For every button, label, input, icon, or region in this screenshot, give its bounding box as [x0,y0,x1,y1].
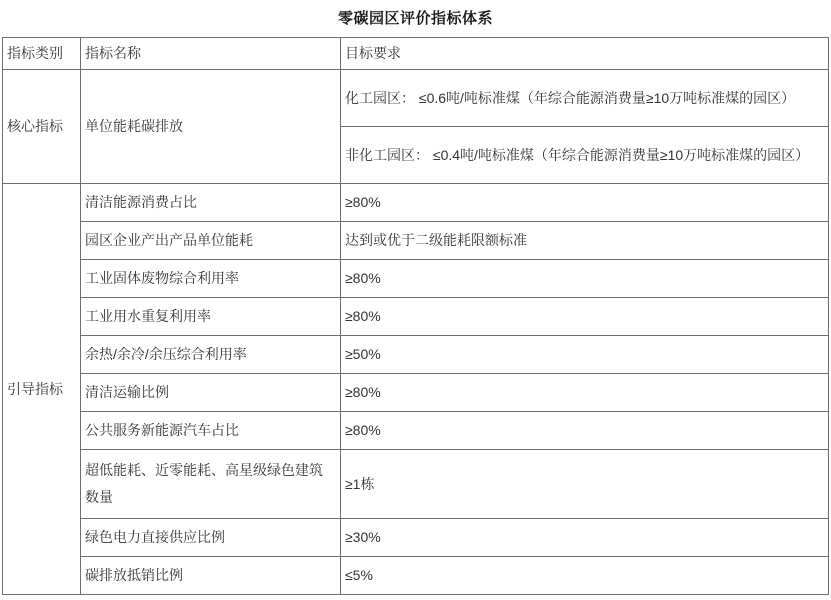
target-cell: ≥1栋 [341,450,829,519]
indicator-cell: 余热/余冷/余压综合利用率 [81,336,341,374]
table-row [3,374,829,412]
target-cell: ≤5% [341,557,829,595]
target-cell: ≥80% [341,374,829,412]
header-cell-target: 目标要求 [341,38,829,70]
indicator-cell: 碳排放抵销比例 [81,557,341,595]
target-cell: ≥80% [341,260,829,298]
target-cell: ≥80% [341,412,829,450]
header-cell-category: 指标类别 [3,38,81,70]
table-header-row [3,38,829,70]
indicator-cell: 工业固体废物综合利用率 [81,260,341,298]
header-cell-name: 指标名称 [81,38,341,70]
page-title: 零碳园区评价指标体系 [337,10,493,27]
target-cell: ≥50% [341,336,829,374]
table-row [3,184,829,222]
category-cell-guide: 引导指标 [3,184,81,595]
table-row [3,222,829,260]
table-row [3,450,829,519]
table-row [3,260,829,298]
table-row [3,519,829,557]
indicator-cell: 清洁能源消费占比 [81,184,341,222]
table-row [3,70,829,127]
target-cell: ≥80% [341,184,829,222]
target-cell: 化工园区： ≤0.6吨/吨标准煤（年综合能源消费量≥10万吨标准煤的园区） [341,70,829,127]
indicator-cell: 公共服务新能源汽车占比 [81,412,341,450]
target-cell: ≥30% [341,519,829,557]
table-row [3,336,829,374]
indicator-cell: 单位能耗碳排放 [81,70,341,184]
target-cell: 非化工园区： ≤0.4吨/吨标准煤（年综合能源消费量≥10万吨标准煤的园区） [341,127,829,184]
target-cell: 达到或优于二级能耗限额标准 [341,222,829,260]
target-cell: ≥80% [341,298,829,336]
table-row [3,412,829,450]
indicator-cell: 清洁运输比例 [81,374,341,412]
indicator-cell: 绿色电力直接供应比例 [81,519,341,557]
table-row [3,557,829,595]
category-cell-core: 核心指标 [3,70,81,184]
indicator-cell: 工业用水重复利用率 [81,298,341,336]
table-row [3,298,829,336]
indicator-cell: 超低能耗、近零能耗、高星级绿色建筑数量 [81,450,341,519]
indicator-cell: 园区企业产出产品单位能耗 [81,222,341,260]
indicator-table [2,37,829,595]
